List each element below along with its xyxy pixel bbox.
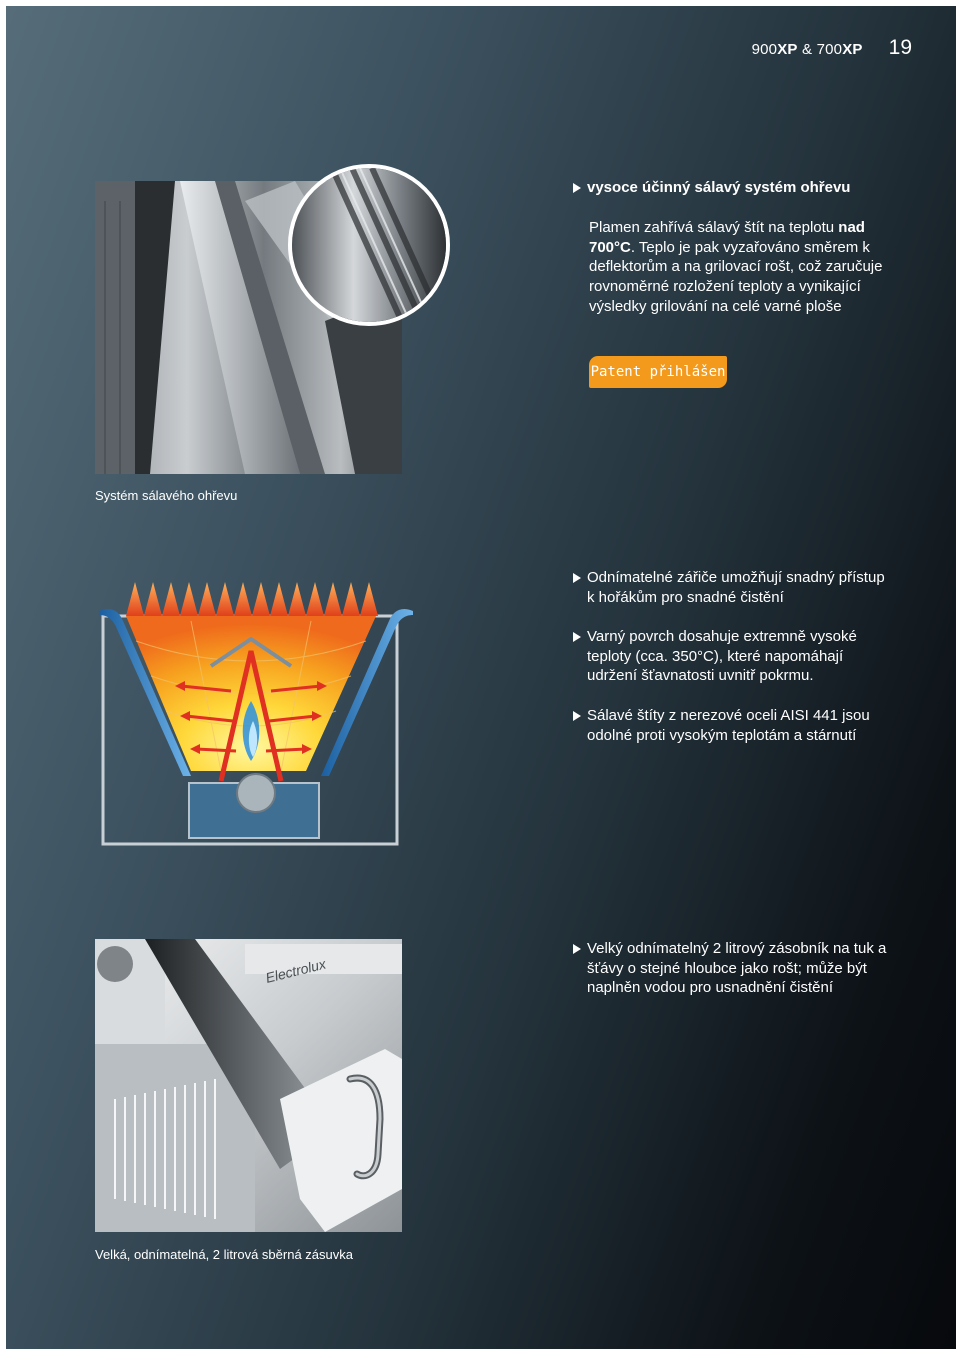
bullet-removable-radiators: Odnímatelné zářiče umožňují snadný přístup k hořákům pro snadné čistění xyxy=(573,568,893,607)
drawer-photo-caption: Velká, odnímatelná, 2 litrová sběrná zásuvka xyxy=(95,1247,353,1262)
page-header xyxy=(752,36,912,60)
bullet-arrow-icon xyxy=(573,944,581,954)
bullet-cooking-surface: Varný povrch dosahuje extremně vysoké teploty (cca. 350°C), které napomáhají udržení šťavnatosti uvnitř pokrmu. xyxy=(573,627,893,686)
bullet-arrow-icon xyxy=(573,632,581,642)
radiant-photo-caption: Systém sálavého ohřevu xyxy=(95,488,238,503)
product-range-title: 900XP & 700XP xyxy=(751,41,863,58)
section-title-radiant: vysoce účinný sálavý systém ohřevu xyxy=(573,178,913,198)
bullet-arrow-icon xyxy=(573,183,581,193)
radiant-description: Plamen zahřívá sálavý štít na teplotu nad 700°C. Teplo je pak vyzařováno směrem k deflektorům a na grilovací rošt, což zaručuje rovnoměrné rozložení teploty a vynikající výsledky grilování na celé varné ploše xyxy=(589,219,883,315)
bullet-steel-shields: Sálavé štíty z nerezové oceli AISI 441 jsou odolné proti vysokým teplotám a stárnutí xyxy=(573,706,893,745)
burner-detail-zoom xyxy=(288,164,450,326)
page-number: 19 xyxy=(888,36,912,59)
drawer-photo xyxy=(95,939,402,1232)
patent-badge: Patent přihlášen xyxy=(589,356,727,388)
radiant-heating-diagram xyxy=(91,571,421,851)
electrolux-logo: Electrolux xyxy=(263,955,328,986)
bullet-arrow-icon xyxy=(573,711,581,721)
bullet-grease-drawer: Velký odnímatelný 2 litrový zásobník na tuk a šťávy o stejné hloubce jako rošt; může být naplněn vodou pro usnadnění čistění xyxy=(573,939,893,998)
brochure-page xyxy=(6,6,956,1349)
bullet-arrow-icon xyxy=(573,573,581,583)
